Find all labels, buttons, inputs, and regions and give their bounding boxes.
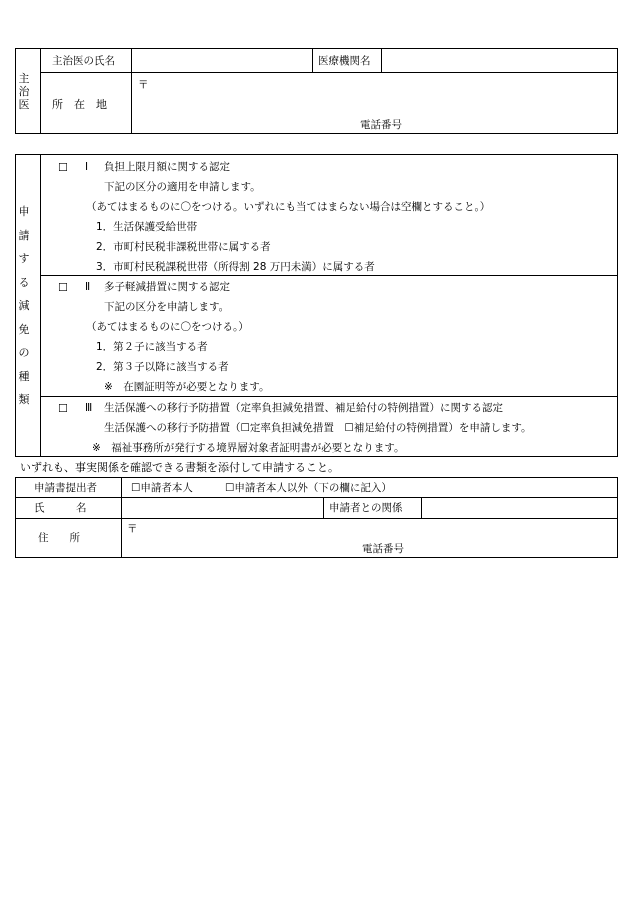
side-char: 医 xyxy=(18,98,30,111)
item2-option: 1．第２子に該当する者 xyxy=(96,341,208,353)
item1-line2: （あてはまるものに〇をつける。いずれにも当てはまらない場合は空欄とすること。） xyxy=(86,201,491,213)
divider xyxy=(617,477,618,558)
item1-option: 1．生活保護受給世帯 xyxy=(96,221,198,233)
item1-checkbox[interactable]: ☐ xyxy=(58,161,68,174)
item2-numeral: Ⅱ xyxy=(85,281,91,293)
item1-option: 3．市町村民税課税世帯（所得割 28 万円未満）に属する者 xyxy=(96,261,375,273)
side-char: る xyxy=(18,275,30,289)
side-char: 治 xyxy=(18,85,30,98)
item2-line1: 下記の区分を申請します。 xyxy=(104,301,230,313)
item1-option: 2．市町村民税非課税世帯に属する者 xyxy=(96,241,271,253)
item2-checkbox[interactable]: ☐ xyxy=(58,281,68,294)
applicant-phone-label: 電話番号 xyxy=(362,543,404,555)
divider xyxy=(15,557,618,558)
submitter-label: 申請書提出者 xyxy=(34,482,97,494)
divider xyxy=(323,497,324,519)
side-char: 申 xyxy=(18,205,30,218)
item2-title: 多子軽減措置に関する認定 xyxy=(104,281,230,293)
item2-note: ※ 在園証明等が必要となります。 xyxy=(104,381,270,393)
side-char: 減 xyxy=(18,299,30,312)
postal-mark: 〒 xyxy=(138,79,149,91)
item3-line1: 生活保護への移行予防措置（☐定率負担減免措置 ☐補足給付の特例措置）を申請します。 xyxy=(104,422,532,434)
item1-title: 負担上限月額に関する認定 xyxy=(104,161,230,173)
divider xyxy=(15,477,618,478)
relation-label: 申請者との関係 xyxy=(329,502,403,514)
side-char: 請 xyxy=(18,228,30,242)
side-char: 種 xyxy=(18,369,30,383)
phone-label: 電話番号 xyxy=(360,119,402,131)
side-char: 免 xyxy=(18,322,30,336)
side-char: 主 xyxy=(18,72,30,85)
item1-line1: 下記の区分の適用を申請します。 xyxy=(104,181,261,193)
item3-numeral: Ⅲ xyxy=(85,402,93,414)
divider xyxy=(15,518,618,519)
item2-option: 2．第３子以降に該当する者 xyxy=(96,361,229,373)
side-char: の xyxy=(18,346,30,359)
side-char: 類 xyxy=(18,393,30,406)
item1-numeral: Ⅰ xyxy=(85,161,89,173)
side-char: す xyxy=(18,252,30,265)
address-label: 所 在 地 xyxy=(52,98,107,111)
applicant-address-label: 住 所 xyxy=(38,532,80,544)
item3-title: 生活保護への移行予防措置（定率負担減免措置、補足給付の特例措置）に関する認定 xyxy=(104,402,503,414)
divider xyxy=(15,477,16,558)
divider xyxy=(15,497,618,498)
notice-text: いずれも、事実関係を確認できる書類を添付して申請すること。 xyxy=(20,461,339,474)
submitter-self-checkbox[interactable]: ☐申請者本人 xyxy=(131,482,193,494)
item3-note: ※ 福祉事務所が発行する境界層対象者証明書が必要となります。 xyxy=(92,442,405,454)
postal-mark: 〒 xyxy=(127,523,138,535)
item3-checkbox[interactable]: ☐ xyxy=(58,402,68,415)
item2-line2: （あてはまるものに〇をつける。） xyxy=(86,321,249,333)
institution-label: 医療機関名 xyxy=(318,55,371,67)
divider xyxy=(121,477,122,558)
doctor-name-label: 主治医の氏名 xyxy=(52,55,115,67)
divider xyxy=(421,497,422,519)
submitter-other-checkbox[interactable]: ☐申請者本人以外（下の欄に記入） xyxy=(225,482,392,494)
applicant-name-label: 氏 名 xyxy=(34,502,87,514)
